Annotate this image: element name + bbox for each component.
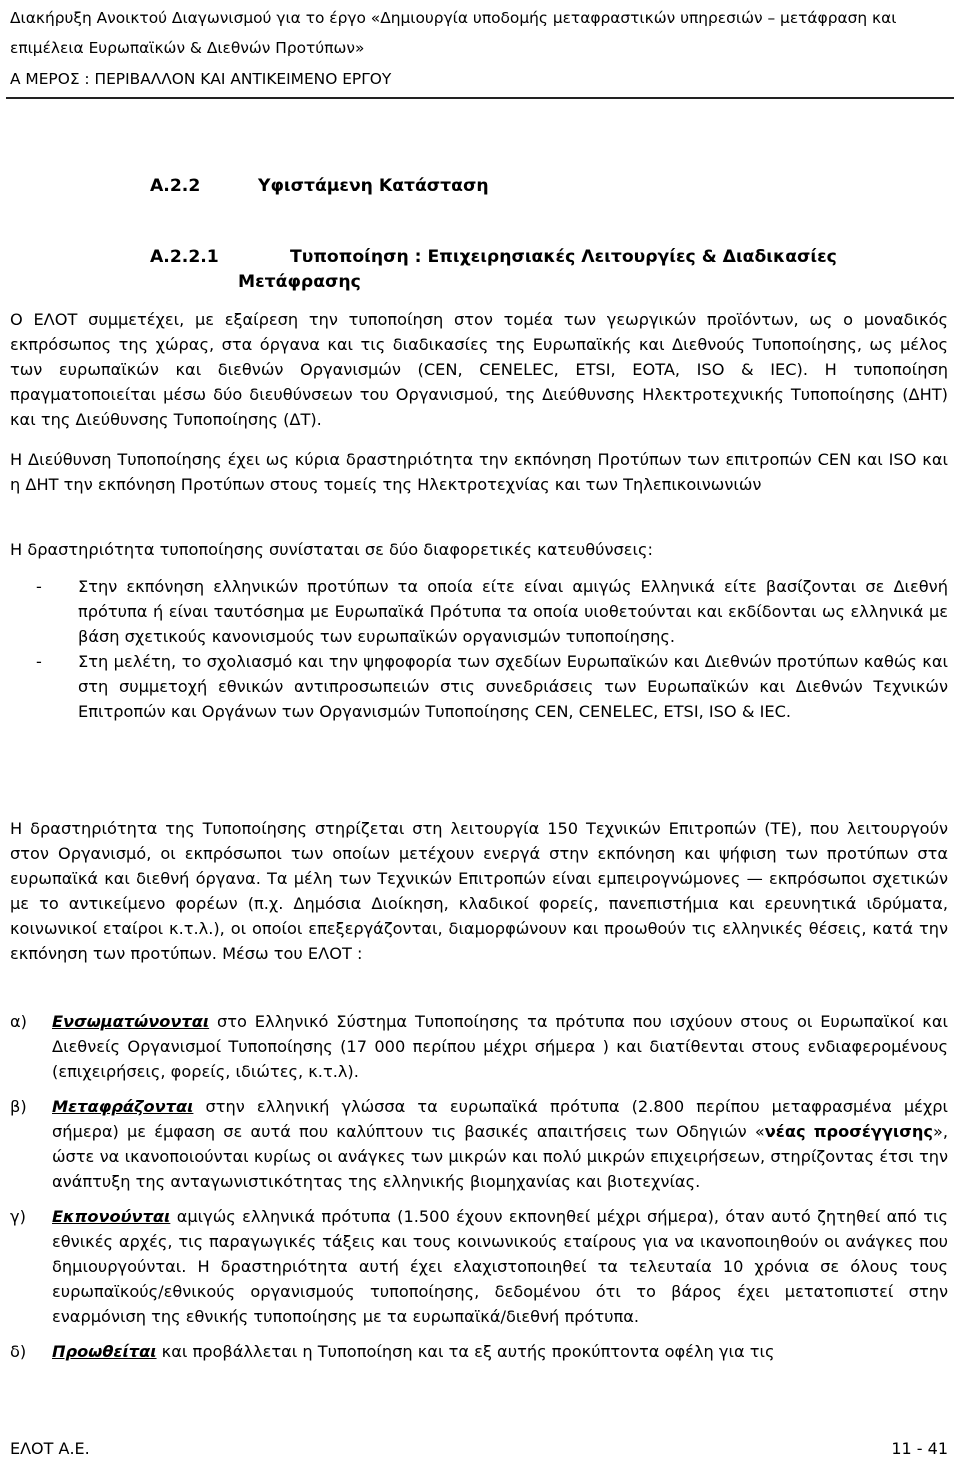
dash-list	[36, 574, 948, 724]
section-title: Υφιστάμενη Κατάσταση	[258, 176, 489, 196]
list-item-d: δ) Προωθείται και προβάλλεται η Τυποποίηση και τα εξ αυτής προκύπτοντα οφέλη για τις	[10, 1342, 775, 1361]
footer-organization: ΕΛΟΤ Α.Ε.	[10, 1439, 90, 1458]
list-item-b: β) Μεταφράζονται στην ελληνική γλώσσα τα ευρωπαϊκά πρότυπα (2.800 περίπου μεταφρασμένα μέχρι σήμερα) με έμφαση σε αυτά που καλύπτουν τις βασικές απαιτήσεις των Οδηγιών «νέας προσέγγισης», ώστε να ικανοποιούνται κυρίως οι ανάγκες των μικρών και πολύ μικρών επιχειρήσεων, στηρίζοντας έτσι την ανάπτυξη της ανταγωνιστικότητας της ελληνικής βιομηχανίας και βιοτεχνίας.	[10, 1097, 948, 1191]
list-item: - Στη μελέτη, το σχολιασμό και την ψηφοφορία των σχεδίων Ευρωπαϊκών και Διεθνών προτύπων καθώς και στη συμμετοχή εθνικών αντιπροσωπειών στις συνεδριάσεις των Ευρωπαϊκών και Διεθνών Τεχνικών Επιτροπών και Οργάνων των Οργανισμών Τυποποίησης CEN, CENELEC, ETSI, ISO & IEC.	[36, 652, 948, 721]
letter-list	[10, 1009, 948, 1364]
list-item: - Στην εκπόνηση ελληνικών προτύπων τα οποία είτε είναι αμιγώς Ελληνικά είτε βασίζονται σε Διεθνή πρότυπα ή είναι ταυτόσημα με Ευρωπαϊκά Πρότυπα τα οποία υιοθετούνται και εκδίδονται ως ελληνικά με βάση σχετικούς κανονισμούς των ευρωπαϊκών οργανισμών τυποποίησης.	[36, 577, 948, 646]
subsection-heading	[150, 245, 910, 292]
subsection-title-line1: Τυποποίηση : Επιχειρησιακές Λειτουργίες & Διαδικασίες	[290, 247, 837, 267]
body-paragraph-4: Η δραστηριότητα της Τυποποίησης στηρίζεται στη λειτουργία 150 Τεχνικών Επιτροπών (ΤΕ), που λειτουργούν στον Οργανισμό, οι εκπρόσωποι των οποίων μετέχουν ενεργά στην εκπόνηση και ψήφιση των προτύπων στα ευρωπαϊκά και διεθνή όργανα. Τα μέλη των Τεχνικών Επιτροπών είναι εμπειρογνώμονες — εκπρόσωποι σχετικών με το αντικείμενο φορέων (π.χ. Δημόσια Διοίκηση, κλαδικοί φορείς, πανεπιστήμια και ερευνητικά ιδρύματα, κοινωνικοί εταίροι κ.τ.λ.), οι οποίοι επεξεργάζονται, διαμορφώνουν και προωθούν τις ελληνικές θέσεις, κατά την εκπόνηση των προτύπων. Μέσω του ΕΛΟΤ :	[10, 819, 948, 963]
section-heading	[150, 174, 489, 199]
footer-page-number: 11 - 41	[891, 1439, 948, 1458]
list-item-a: α) Ενσωματώνονται στο Ελληνικό Σύστημα Τυποποίησης τα πρότυπα που ισχύουν στους οι Ευρωπαϊκοί και Διεθνείς Οργανισμοί Τυποποίησης (17 000 περίπου μέχρι σήμερα ) και διατίθενται στους ενδιαφερομένους (επιχειρήσεις, φορείς, ιδιώτες, κ.τ.λ).	[10, 1012, 948, 1081]
subsection-number: Α.2.2.1	[150, 247, 219, 267]
list-item-c: γ) Εκπονούνται αμιγώς ελληνικά πρότυπα (1.500 έχουν εκπονηθεί μέχρι σήμερα), όταν αυτό ζητηθεί από τις εθνικές αρχές, τις παραγωγικές τάξεις και τους κοινωνικούς εταίρους για να ικανοποιηθούν οι ανάγκες που δημιουργούνται. Η δραστηριότητα αυτή έχει ελαχιστοποιηθεί τα τελευταία 10 χρόνια σε όλους τους ευρωπαϊκούς/εθνικούς οργανισμούς τυποποίησης, δεδομένου ότι το βάρος έχει μετατοπιστεί στην εναρμόνιση της εθνικής τυποποίησης με τα ευρωπαϊκά/διεθνή πρότυπα.	[10, 1207, 948, 1326]
header-title-line2: επιμέλεια Ευρωπαϊκών & Διεθνών Προτύπων»	[10, 39, 365, 57]
document-header	[10, 0, 948, 93]
body-paragraph-2: Η Διεύθυνση Τυποποίησης έχει ως κύρια δραστηριότητα την εκπόνηση Προτύπων των επιτροπών CEN και ISO και η ΔΗΤ την εκπόνηση Προτύπων στους τομείς της Ηλεκτροτεχνίας και των Τηλεπικοινωνιών	[10, 450, 948, 494]
header-rule	[6, 97, 954, 99]
header-title-line1: Διακήρυξη Ανοικτού Διαγωνισμού για το έργο «Δημιουργία υποδομής μεταφραστικών υπηρεσιών – μετάφραση και	[10, 9, 897, 27]
body-paragraph-1: Ο ΕΛΟΤ συμμετέχει, με εξαίρεση την τυποποίηση στον τομέα των γεωργικών προϊόντων, ως ο μοναδικός εκπρόσωπος της χώρας, στα όργανα και τις διαδικασίες της Ευρωπαϊκής και Διεθνούς Τυποποίησης, ως μέλος των ευρωπαϊκών και διεθνών Οργανισμών (CEN, CENELEC, ETSI, EOTA, ISO & IEC). Η τυποποίηση πραγματοποιείται μέσω δύο διευθύνσεων του Οργανισμού, της Διεύθυνσης Ηλεκτροτεχνικής Τυποποίησης (ΔΗΤ) και της Διεύθυνσης Τυποποίησης (ΔΤ).	[10, 310, 948, 429]
body-paragraph-3: Η δραστηριότητα τυποποίησης συνίσταται σε δύο διαφορετικές κατευθύνσεις:	[10, 540, 653, 559]
document-page	[10, 0, 948, 99]
subsection-title-line2: Μετάφρασης	[238, 272, 361, 292]
page-footer	[10, 1436, 948, 1461]
section-number: Α.2.2	[150, 176, 201, 196]
header-part: Α ΜΕΡΟΣ : ΠΕΡΙΒΑΛΛΟΝ ΚΑΙ ΑΝΤΙΚΕΙΜΕΝΟ ΕΡΓΟΥ	[10, 70, 392, 88]
